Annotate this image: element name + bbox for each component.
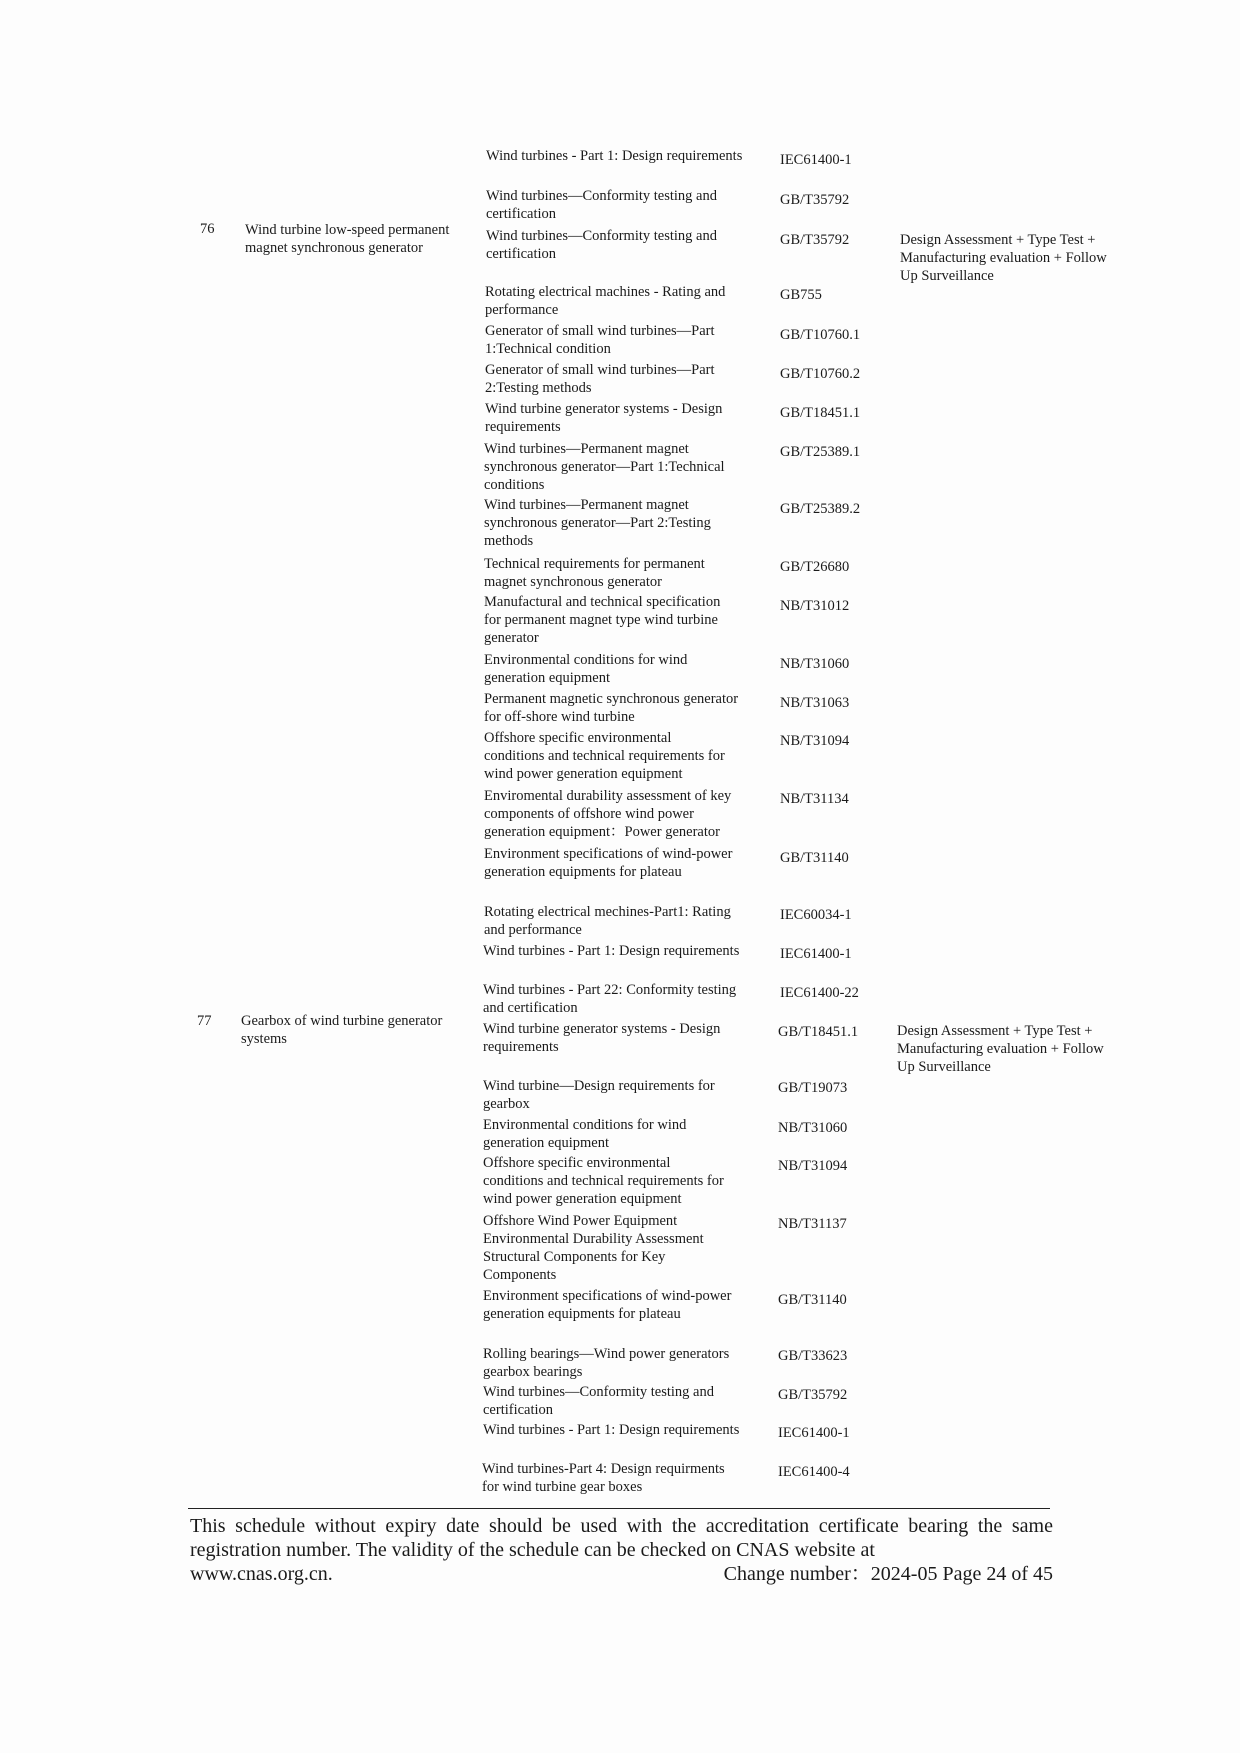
standard-code: NB/T31060: [778, 1120, 848, 1136]
standard-code: GB/T25389.2: [780, 501, 861, 517]
standard-title: Offshore specific environmental conditions and technical requirements for wind power generation equipment: [483, 1155, 724, 1207]
standard-title: Manufactural and technical specification for permanent magnet type wind turbine generator: [484, 594, 721, 646]
footer-bottom-line: [190, 1562, 1053, 1586]
standard-title: Environmental conditions for wind generation equipment: [484, 652, 688, 686]
certification-scheme: Design Assessment + Type Test + Manufacturing evaluation + Follow Up Surveillance: [900, 232, 1107, 284]
certification-scheme: Design Assessment + Type Test + Manufacturing evaluation + Follow Up Surveillance: [897, 1023, 1104, 1075]
footer-notice: This schedule without expiry date should be used with the accreditation certificate bearing the same registration number. The validity of the schedule can be checked on CNAS website at: [190, 1515, 1053, 1561]
product-name: Wind turbine low-speed permanent magnet synchronous generator: [245, 222, 450, 256]
standard-code: GB/T35792: [780, 192, 850, 208]
standard-code: GB/T10760.2: [780, 366, 861, 382]
standard-title: Wind turbines—Conformity testing and certification: [483, 1384, 714, 1418]
entry-number: 76: [200, 221, 215, 237]
standard-code: NB/T31137: [778, 1216, 847, 1232]
standard-title: Offshore Wind Power Equipment Environmental Durability Assessment Structural Components for Key Components: [483, 1213, 704, 1283]
standard-title: Generator of small wind turbines—Part 1:Technical condition: [485, 323, 715, 357]
standard-title: Wind turbines—Permanent magnet synchronous generator—Part 2:Testing methods: [484, 497, 711, 549]
standard-code: GB755: [780, 287, 822, 303]
standard-code: NB/T31094: [780, 733, 850, 749]
standard-code: NB/T31060: [780, 656, 850, 672]
standard-title: Wind turbines - Part 1: Design requirements: [483, 1422, 740, 1438]
product-name: Gearbox of wind turbine generator systems: [241, 1013, 443, 1047]
standard-title: Enviromental durability assessment of key components of offshore wind power generation equipment：Power generator: [484, 788, 732, 840]
standard-title: Wind turbines - Part 1: Design requirements: [486, 148, 743, 164]
standard-code: NB/T31063: [780, 695, 850, 711]
standard-title: Wind turbines—Conformity testing and certification: [486, 228, 717, 262]
standard-title: Rotating electrical machines - Rating and performance: [485, 284, 726, 318]
standard-title: Generator of small wind turbines—Part 2:Testing methods: [485, 362, 715, 396]
standard-code: NB/T31012: [780, 598, 850, 614]
standard-code: IEC61400-1: [780, 946, 852, 962]
standard-title: Environmental conditions for wind generation equipment: [483, 1117, 687, 1151]
standard-code: IEC61400-1: [778, 1425, 850, 1441]
standard-title: Rolling bearings—Wind power generators gearbox bearings: [483, 1346, 730, 1380]
standard-title: Wind turbines—Conformity testing and certification: [486, 188, 717, 222]
standard-code: IEC61400-22: [780, 985, 859, 1001]
standard-code: GB/T31140: [780, 850, 849, 866]
standard-title: Wind turbines - Part 22: Conformity testing and certification: [483, 982, 737, 1016]
standard-code: GB/T33623: [778, 1348, 848, 1364]
standard-code: GB/T18451.1: [780, 405, 861, 421]
standard-code: NB/T31094: [778, 1158, 848, 1174]
standard-code: GB/T35792: [780, 232, 850, 248]
standard-code: GB/T35792: [778, 1387, 848, 1403]
standard-title: Permanent magnetic synchronous generator for off-shore wind turbine: [484, 691, 739, 725]
standard-code: IEC61400-4: [778, 1464, 850, 1480]
standard-code: NB/T31134: [780, 791, 849, 807]
standard-title: Wind turbine generator systems - Design requirements: [483, 1021, 721, 1055]
standard-title: Wind turbines - Part 1: Design requirements: [483, 943, 740, 959]
standard-title: Offshore specific environmental conditions and technical requirements for wind power generation equipment: [484, 730, 725, 782]
footer-divider: [188, 1508, 1050, 1509]
cnas-website-link[interactable]: www.cnas.org.cn.: [190, 1563, 333, 1585]
standard-title: Wind turbines-Part 4: Design requirments for wind turbine gear boxes: [482, 1461, 725, 1495]
standard-title: Wind turbine generator systems - Design requirements: [485, 401, 723, 435]
standard-code: GB/T19073: [778, 1080, 848, 1096]
standard-code: GB/T26680: [780, 559, 850, 575]
standard-code: GB/T18451.1: [778, 1024, 859, 1040]
standard-code: GB/T10760.1: [780, 327, 861, 343]
standard-title: Wind turbine—Design requirements for gearbox: [483, 1078, 715, 1112]
standard-title: Environment specifications of wind-power generation equipments for plateau: [483, 1288, 732, 1322]
standard-code: IEC60034-1: [780, 907, 852, 923]
standard-title: Wind turbines—Permanent magnet synchronous generator—Part 1:Technical conditions: [484, 441, 725, 493]
standard-title: Rotating electrical mechines-Part1: Rating and performance: [484, 904, 731, 938]
change-number-page: Change number：2024-05 Page 24 of 45: [723, 1563, 1053, 1585]
standard-code: GB/T31140: [778, 1292, 847, 1308]
entry-number: 77: [197, 1013, 212, 1029]
standard-title: Technical requirements for permanent magnet synchronous generator: [484, 556, 705, 590]
standard-code: IEC61400-1: [780, 152, 852, 168]
standard-title: Environment specifications of wind-power generation equipments for plateau: [484, 846, 733, 880]
standard-code: GB/T25389.1: [780, 444, 861, 460]
